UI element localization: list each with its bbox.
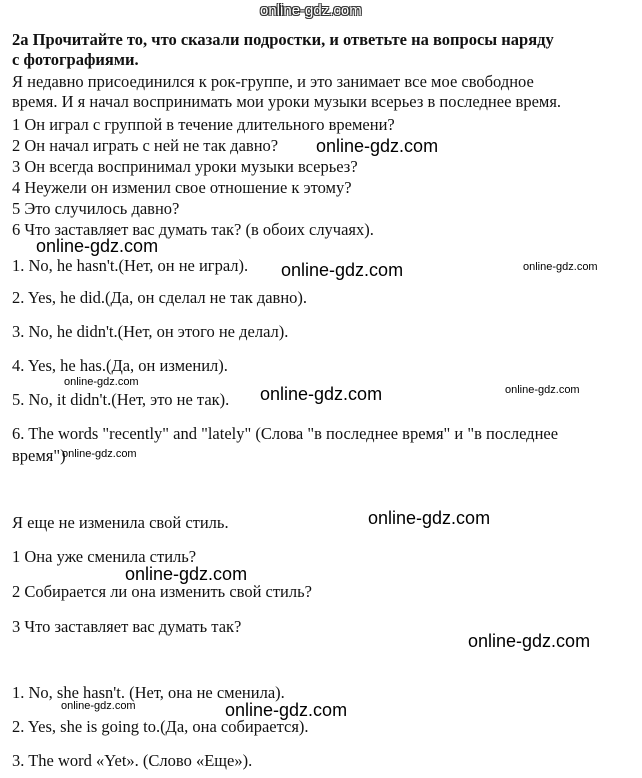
watermark: online-gdz.com bbox=[64, 376, 139, 388]
passage-line: Я недавно присоединился к рок-группе, и это занимает все мое свободное bbox=[12, 72, 534, 91]
answer-6-continued: время") bbox=[12, 446, 66, 465]
header-watermark: online-gdz.com bbox=[260, 2, 362, 19]
answer-6: 6. The words "recently" and "lately" (Слова "в последнее время" и "в последнее bbox=[12, 424, 559, 443]
answer-2-3: 3. The word «Yet». (Слово «Еще»). bbox=[12, 751, 253, 770]
passage-2: Я еще не изменила свой стиль. bbox=[12, 513, 229, 532]
watermark: online-gdz.com bbox=[316, 136, 439, 156]
answer-4: 4. Yes, he has.(Да, он изменил). bbox=[12, 356, 228, 375]
watermark: online-gdz.com bbox=[281, 260, 404, 280]
watermark: online-gdz.com bbox=[36, 236, 159, 256]
question-2-1: 1 Она уже сменила стиль? bbox=[12, 547, 197, 566]
exercise-title-continued: с фотографиями. bbox=[12, 50, 139, 69]
question-2-3: 3 Что заставляет вас думать так? bbox=[12, 617, 242, 636]
question-2: 2 Он начал играть с ней не так давно? bbox=[12, 136, 279, 155]
answer-2: 2. Yes, he did.(Да, он сделал не так давно). bbox=[12, 288, 308, 307]
question-2-2: 2 Собирается ли она изменить свой стиль? bbox=[12, 582, 312, 601]
question-5: 5 Это случилось давно? bbox=[12, 199, 180, 218]
answer-5: 5. No, it didn't.(Нет, это не так). bbox=[12, 390, 230, 409]
watermark: online-gdz.com bbox=[468, 631, 591, 651]
watermark: online-gdz.com bbox=[62, 448, 137, 460]
watermark: online-gdz.com bbox=[260, 384, 383, 404]
answer-3: 3. No, he didn't.(Нет, он этого не делал). bbox=[12, 322, 289, 341]
exercise-title: 2a Прочитайте то, что сказали подростки, и ответьте на вопросы наряду bbox=[12, 30, 554, 49]
question-4: 4 Неужели он изменил свое отношение к этому? bbox=[12, 178, 352, 197]
watermark: online-gdz.com bbox=[225, 700, 348, 720]
question-1: 1 Он играл с группой в течение длительного времени? bbox=[12, 115, 395, 134]
passage-line: время. И я начал воспринимать мои уроки музыки всерьез в последнее время. bbox=[12, 92, 562, 111]
answer-1: 1. No, he hasn't.(Нет, он не играл). bbox=[12, 256, 249, 275]
watermark: online-gdz.com bbox=[505, 384, 580, 396]
watermark: online-gdz.com bbox=[125, 564, 248, 584]
question-6: 6 Что заставляет вас думать так? (в обоих случаях). bbox=[12, 220, 374, 239]
question-3: 3 Он всегда воспринимал уроки музыки всерьез? bbox=[12, 157, 358, 176]
watermark: online-gdz.com bbox=[61, 700, 136, 712]
watermark: online-gdz.com bbox=[368, 508, 491, 528]
answer-2-1: 1. No, she hasn't. (Нет, она не сменила). bbox=[12, 683, 285, 702]
watermark: online-gdz.com bbox=[523, 261, 598, 273]
answer-2-2: 2. Yes, she is going to.(Да, она собирается). bbox=[12, 717, 309, 736]
